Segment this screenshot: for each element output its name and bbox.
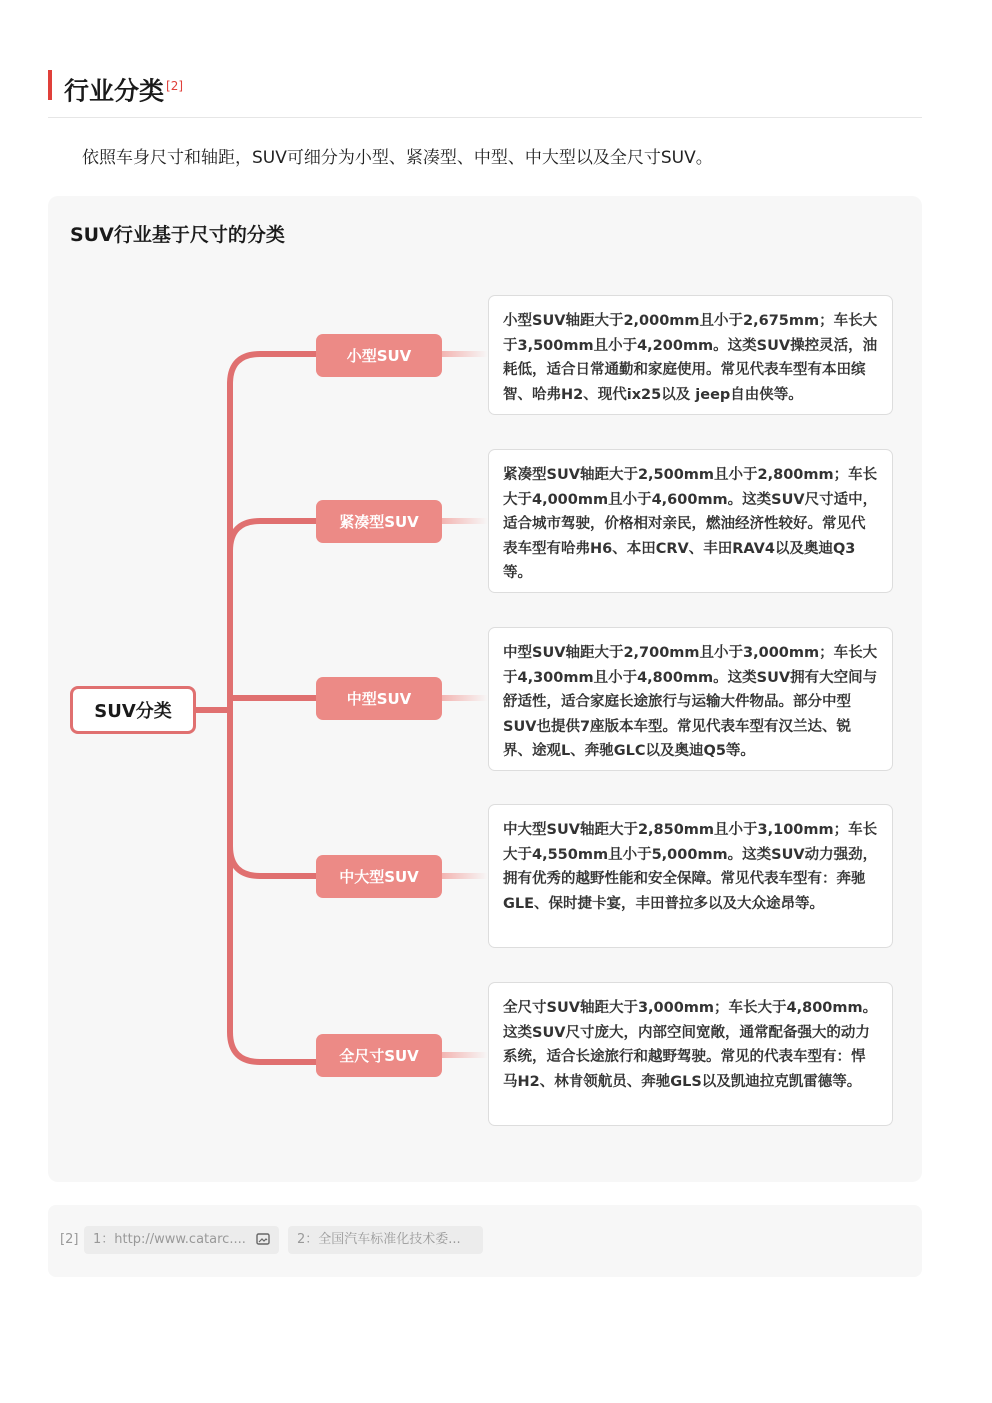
branch-connector-4 bbox=[230, 846, 316, 876]
desc-connector-5 bbox=[442, 1052, 488, 1058]
section-header bbox=[48, 66, 922, 118]
reference-chip-2[interactable] bbox=[288, 1226, 483, 1254]
mindmap-root-node: SUV分类 bbox=[70, 686, 196, 734]
mindmap-title: SUV行业基于尺寸的分类 bbox=[70, 224, 285, 246]
reference-chip-1[interactable] bbox=[84, 1226, 279, 1254]
desc-box-fullsize-suv: 全尺寸SUV轴距大于3,000mm；车长大于4,800mm。这类SUV尺寸庞大，内部空间宽敞，通常配备强大的动力系统，适合长途旅行和越野驾驶。常见的代表车型有：悍马H2、林肯领航员、奔驰GLS以及凯迪拉克凯雷德等。 bbox=[488, 982, 893, 1126]
desc-box-small-suv: 小型SUV轴距大于2,000mm且小于2,675mm；车长大于3,500mm且小于4,200mm。这类SUV操控灵活，油耗低，适合日常通勤和家庭使用。常见代表车型有本田缤智、哈弗H2、现代ix25以及 jeep自由侠等。 bbox=[488, 295, 893, 415]
section-accent-bar bbox=[48, 70, 52, 100]
branch-node-large-suv: 中大型SUV bbox=[316, 855, 442, 898]
desc-box-midsize-suv: 中型SUV轴距大于2,700mm且小于3,000mm；车长大于4,300mm且小于4,800mm。这类SUV拥有大空间与舒适性，适合家庭长途旅行与运输大件物品。部分中型SUV也提供7座版本车型。常见代表车型有汉兰达、锐界、途观L、奔驰GLC以及奥迪Q5等。 bbox=[488, 627, 893, 771]
desc-connector-1 bbox=[442, 351, 488, 357]
desc-box-large-suv: 中大型SUV轴距大于2,850mm且小于3,100mm；车长大于4,550mm且小于5,000mm。这类SUV动力强劲，拥有优秀的越野性能和安全保障。常见代表车型有：奔驰GLE、保时捷卡宴，丰田普拉多以及大众途昂等。 bbox=[488, 804, 893, 948]
image-icon[interactable] bbox=[256, 1232, 270, 1246]
section-title: 行业分类 [2] bbox=[64, 76, 184, 106]
branch-node-small-suv: 小型SUV bbox=[316, 334, 442, 377]
desc-connector-3 bbox=[442, 695, 488, 701]
branch-node-midsize-suv: 中型SUV bbox=[316, 677, 442, 720]
mindmap-panel bbox=[48, 196, 922, 1182]
branch-node-compact-suv: 紧凑型SUV bbox=[316, 500, 442, 543]
references-bar bbox=[48, 1205, 922, 1277]
desc-connector-4 bbox=[442, 873, 488, 879]
branch-node-fullsize-suv: 全尺寸SUV bbox=[316, 1034, 442, 1077]
section-ref-link[interactable]: [2] bbox=[166, 79, 184, 93]
reference-chip-1-text: 1：http://www.catarc.... bbox=[93, 1232, 246, 1247]
references-label: [2] bbox=[60, 1232, 79, 1247]
branch-connector-2 bbox=[230, 521, 316, 551]
desc-box-compact-suv: 紧凑型SUV轴距大于2,500mm且小于2,800mm；车长大于4,000mm且小于4,600mm。这类SUV尺寸适中，适合城市驾驶，价格相对亲民，燃油经济性较好。常见代表车型有哈弗H6、本田CRV、丰田RAV4以及奥迪Q3等。 bbox=[488, 449, 893, 593]
desc-connector-2 bbox=[442, 518, 488, 524]
intro-text: 依照车身尺寸和轴距，SUV可细分为小型、紧凑型、中型、中大型以及全尺寸SUV。 bbox=[82, 148, 713, 168]
trunk-connector bbox=[230, 354, 316, 1062]
reference-chip-2-text: 2：全国汽车标准化技术委... bbox=[297, 1232, 461, 1247]
